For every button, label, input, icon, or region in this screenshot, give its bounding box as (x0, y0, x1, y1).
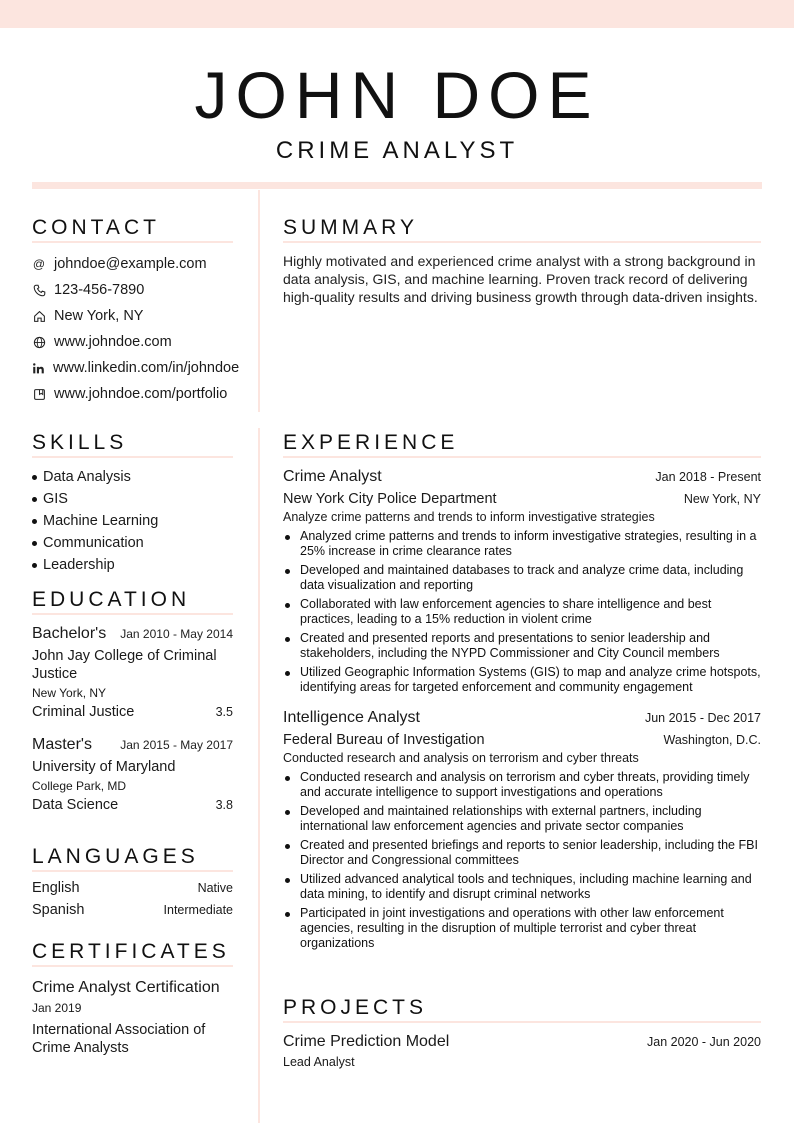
job-bullets (283, 770, 761, 951)
edu-field: Criminal Justice (32, 704, 135, 721)
skill-item: Leadership (32, 554, 233, 576)
job-summary: Conducted research and analysis on terrorism and cyber threats (283, 751, 639, 766)
contact-portfolio-text: www.johndoe.com/portfolio (54, 386, 228, 403)
bullet-icon (285, 671, 290, 676)
edu-field: Data Science (32, 797, 119, 814)
contact-location-text: New York, NY (54, 308, 144, 325)
certificates-heading: CERTIFICATES (32, 940, 233, 967)
contact-location (32, 303, 233, 329)
certificate-date: Jan 2019 (32, 1001, 82, 1016)
job-bullet: Conducted research and analysis on terrorism and cyber threats, providing timely and accurate intelligence to support investigations and operations (283, 770, 761, 800)
language-item (32, 880, 233, 902)
contact-website-text: www.johndoe.com (54, 334, 172, 351)
projects-heading: PROJECTS (283, 996, 761, 1023)
language-level: Native (197, 881, 233, 896)
job-bullet: Collaborated with law enforcement agencies to share intelligence and best practices, leading to a 15% reduction in violent crime (283, 597, 761, 627)
bullet-icon (285, 844, 290, 849)
contact-linkedin-text: www.linkedin.com/in/johndoe (53, 360, 240, 377)
education-item (32, 625, 233, 720)
skill-item: Communication (32, 532, 233, 554)
edu-location: New York, NY (32, 686, 107, 701)
bullet-icon (285, 569, 290, 574)
home-icon (32, 309, 46, 323)
contact-website[interactable] (32, 329, 233, 355)
job-bullets (283, 529, 761, 695)
bullet-icon (285, 912, 290, 917)
edu-degree: Master's (32, 736, 92, 754)
summary-section (283, 216, 761, 306)
language-level: Intermediate (163, 903, 233, 918)
job-bullet: Analyzed crime patterns and trends to inform investigative strategies, resulting in a 25% increase in crime clearance rates (283, 529, 761, 559)
job-company: Federal Bureau of Investigation (283, 732, 485, 749)
globe-icon (32, 335, 46, 349)
edu-dates: Jan 2015 - May 2017 (120, 738, 233, 753)
contact-email[interactable] (32, 251, 233, 277)
candidate-name: JOHN DOE (194, 58, 600, 132)
language-item (32, 902, 233, 924)
bullet-icon (285, 878, 290, 883)
job-entry (283, 709, 761, 951)
job-entry (283, 468, 761, 695)
edu-gpa: 3.5 (215, 705, 233, 720)
edu-dates: Jan 2010 - May 2014 (120, 627, 233, 642)
skills-list (32, 466, 233, 576)
contact-phone[interactable] (32, 277, 233, 303)
bullet-icon (32, 519, 37, 524)
edu-school: University of Maryland (32, 759, 176, 776)
job-dates: Jun 2015 - Dec 2017 (644, 711, 761, 726)
contact-list (32, 251, 240, 407)
certificate-item (32, 977, 233, 1057)
skills-heading: SKILLS (32, 431, 233, 458)
bullet-icon (285, 810, 290, 815)
certificates-section (32, 940, 233, 1057)
edu-school: John Jay College of Criminal Justice (32, 648, 217, 683)
skills-section (32, 431, 233, 576)
contact-phone-text: 123-456-7890 (54, 282, 145, 299)
portfolio-icon (32, 387, 46, 401)
skill-item: Machine Learning (32, 510, 233, 532)
phone-icon (32, 283, 46, 297)
contact-linkedin[interactable] (32, 355, 240, 381)
header-divider (32, 182, 762, 189)
summary-text: Highly motivated and experienced crime analyst with a strong background in data analysis, GIS, and machine learning. Proven track record of delivering high-quality results and driving business growth through data-driven insights. (283, 253, 758, 306)
edu-degree: Bachelor's (32, 625, 107, 643)
edu-location: College Park, MD (32, 779, 127, 794)
job-bullet: Participated in joint investigations and operations with other law enforcement agencies, resulting in the disruption of multiple terrorist and cyber threat organizations (283, 906, 761, 951)
job-bullet: Developed and maintained databases to track and analyze crime data, including data visualization and reporting (283, 563, 761, 593)
job-bullet: Utilized Geographic Information Systems (GIS) to map and analyze crime hotspots, identifying areas for targeted enforcement and community engagement (283, 665, 761, 695)
certificate-name: Crime Analyst Certification (32, 979, 220, 997)
bullet-icon (285, 637, 290, 642)
job-bullet: Developed and maintained relationships with external partners, including international law enforcement agencies and private sector companies (283, 804, 761, 834)
bullet-icon (285, 603, 290, 608)
project-name: Crime Prediction Model (283, 1033, 450, 1051)
language-name: Spanish (32, 902, 85, 919)
bullet-icon (285, 776, 290, 781)
column-divider-top (258, 190, 260, 412)
project-dates: Jan 2020 - Jun 2020 (647, 1035, 761, 1050)
certificate-org: International Association of Crime Analysts (32, 1022, 206, 1057)
top-accent-bar (0, 0, 794, 28)
job-company: New York City Police Department (283, 491, 497, 508)
skill-item: Data Analysis (32, 466, 233, 488)
bullet-icon (32, 541, 37, 546)
education-item (32, 736, 233, 813)
summary-heading: SUMMARY (283, 216, 761, 243)
job-location: New York, NY (683, 492, 761, 507)
contact-email-text: johndoe@example.com (54, 256, 207, 273)
job-location: Washington, D.C. (663, 733, 761, 748)
job-role: Crime Analyst (283, 468, 382, 486)
edu-gpa: 3.8 (215, 798, 233, 813)
skill-item: GIS (32, 488, 233, 510)
job-bullet: Utilized advanced analytical tools and techniques, including machine learning and data mining, to identify and disrupt criminal networks (283, 872, 761, 902)
languages-section (32, 845, 233, 924)
job-dates: Jan 2018 - Present (655, 470, 761, 485)
contact-section (32, 216, 240, 407)
bullet-icon (32, 563, 37, 568)
project-item (283, 1033, 761, 1069)
language-name: English (32, 880, 80, 897)
job-role: Intelligence Analyst (283, 709, 420, 727)
candidate-title: CRIME ANALYST (275, 137, 519, 164)
bullet-icon (285, 535, 290, 540)
projects-section (283, 996, 761, 1069)
project-role: Lead Analyst (283, 1055, 355, 1070)
education-section (32, 588, 233, 813)
at-icon: @ (32, 257, 46, 272)
experience-section (283, 431, 761, 955)
languages-heading: LANGUAGES (32, 845, 233, 872)
job-summary: Analyze crime patterns and trends to inform investigative strategies (283, 510, 655, 525)
contact-portfolio[interactable] (32, 381, 233, 407)
bullet-icon (32, 497, 37, 502)
contact-heading: CONTACT (32, 216, 233, 243)
experience-heading: EXPERIENCE (283, 431, 761, 458)
languages-list (32, 880, 233, 924)
education-heading: EDUCATION (32, 588, 233, 615)
bullet-icon (32, 475, 37, 480)
column-divider-bottom (258, 428, 260, 1123)
linkedin-icon (32, 361, 45, 375)
job-bullet: Created and presented briefings and reports to senior leadership, including the FBI Director and Congressional committees (283, 838, 761, 868)
job-bullet: Created and presented reports and presentations to senior leadership and stakeholders, including the NYPD Commissioner and City Council members (283, 631, 761, 661)
